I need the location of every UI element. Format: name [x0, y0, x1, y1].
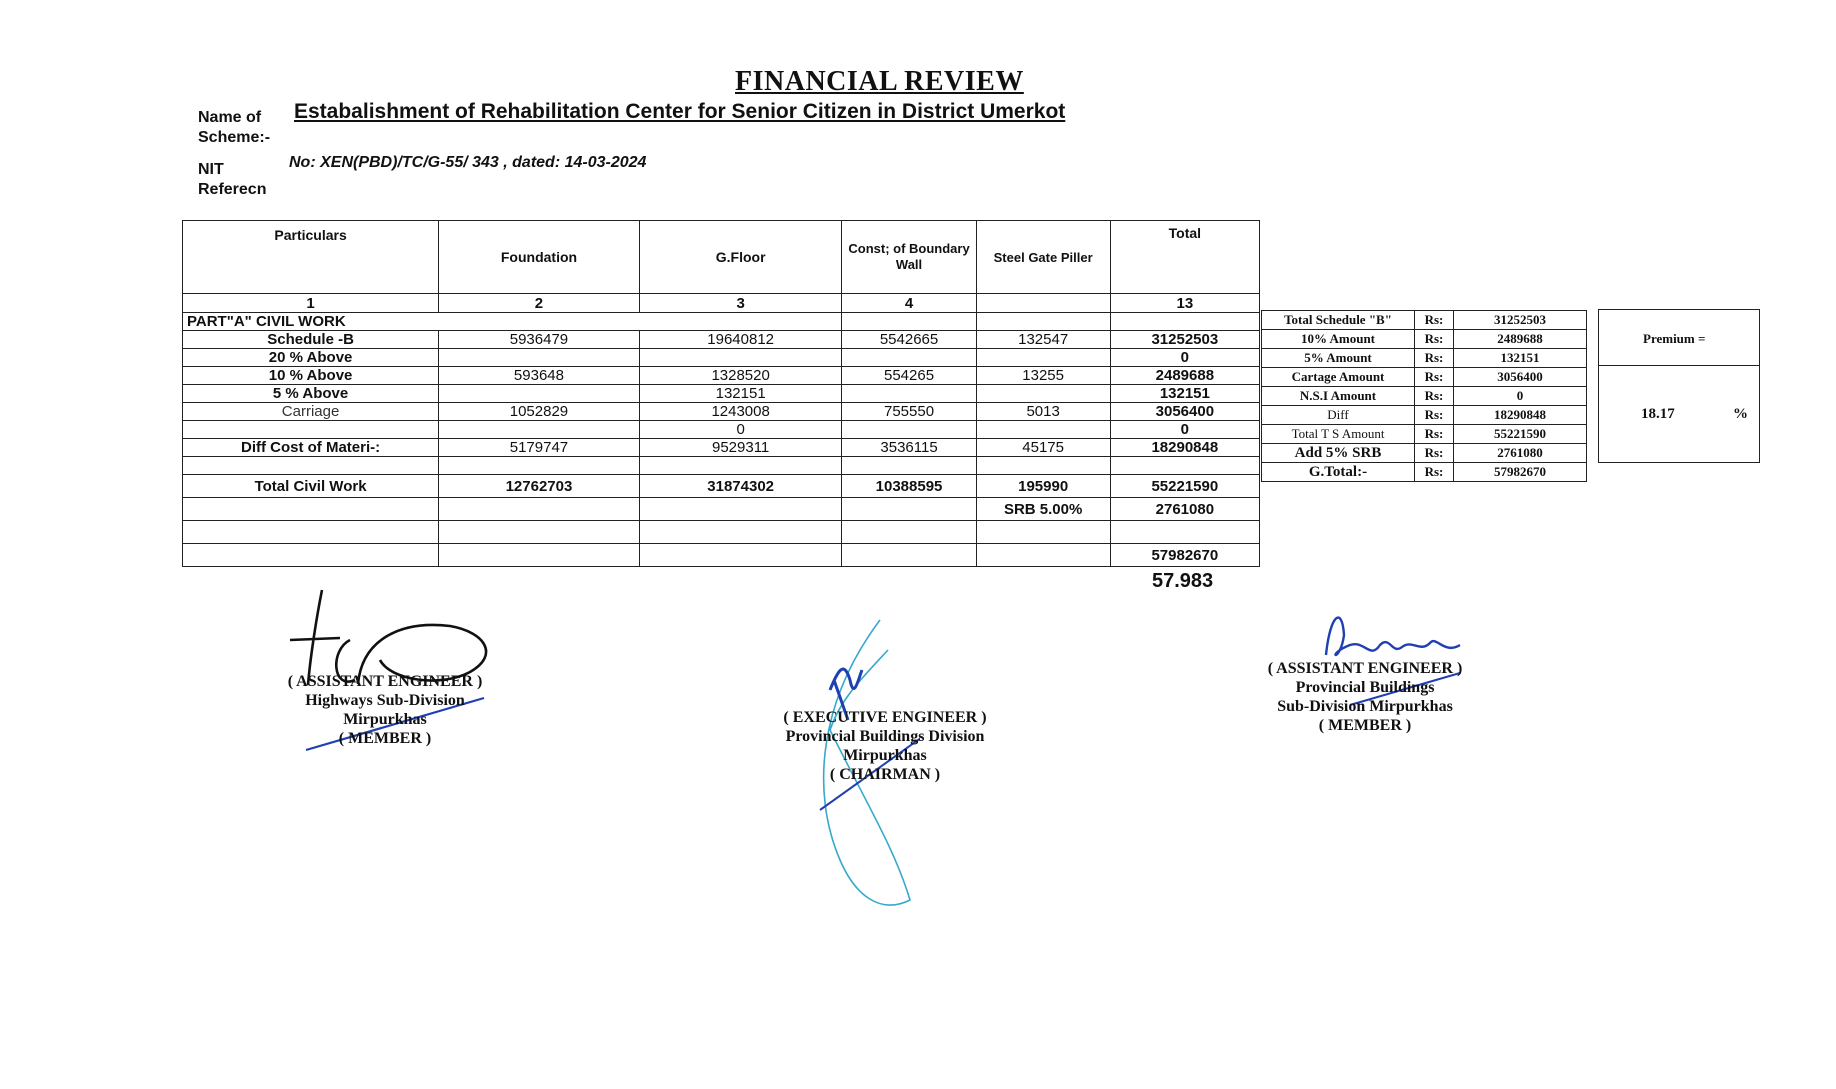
- summary-row: [1262, 387, 1587, 406]
- srb-label: SRB 5.00%: [976, 498, 1110, 521]
- table-row: [183, 367, 1260, 385]
- cell-gfloor: 1243008: [639, 403, 842, 421]
- summary-rs: Rs:: [1415, 387, 1454, 406]
- srb-row: [183, 498, 1260, 521]
- empty-cell: [976, 544, 1110, 567]
- summary-value: 57982670: [1454, 463, 1587, 482]
- cell-steel-gate: [976, 421, 1110, 439]
- empty-cell: [439, 498, 640, 521]
- summary-label: 5% Amount: [1262, 349, 1415, 368]
- signatory-place: Mirpurkhas: [343, 711, 427, 728]
- row-particular: [183, 421, 439, 439]
- cell-foundation: 1052829: [439, 403, 640, 421]
- summary-rs: Rs:: [1415, 463, 1454, 482]
- empty-cell: [976, 521, 1110, 544]
- empty-cell: [639, 544, 842, 567]
- signatory-position: ( CHAIRMAN ): [829, 766, 941, 783]
- table-row: [183, 457, 1260, 475]
- empty-cell: [439, 521, 640, 544]
- signatory-office: Provincial Buildings: [1295, 679, 1435, 696]
- cell-gfloor: 31874302: [639, 475, 842, 498]
- summary-row: [1262, 444, 1587, 463]
- summary-label: Cartage Amount: [1262, 368, 1415, 387]
- summary-row: [1262, 311, 1587, 330]
- blank-row: [183, 521, 1260, 544]
- part-a-label: PART"A" CIVIL WORK: [183, 313, 842, 331]
- cell-steel-gate: 13255: [976, 367, 1110, 385]
- cell-steel-gate: 45175: [976, 439, 1110, 457]
- col-number: 2: [439, 294, 640, 313]
- cell-steel-gate: 195990: [976, 475, 1110, 498]
- premium-unit: %: [1733, 406, 1748, 422]
- summary-value: 55221590: [1454, 425, 1587, 444]
- header-particulars: Particulars: [183, 221, 439, 294]
- premium-divider: [1599, 365, 1759, 366]
- signatory-office: Highways Sub-Division: [305, 692, 465, 709]
- summary-label: Add 5% SRB: [1262, 444, 1415, 463]
- col-number: 1: [183, 294, 439, 313]
- premium-value: 18.17: [1641, 406, 1675, 422]
- cell-gfloor: 9529311: [639, 439, 842, 457]
- table-row: [183, 331, 1260, 349]
- table-row: [183, 421, 1260, 439]
- summary-row: [1262, 425, 1587, 444]
- header-foundation: Foundation: [439, 221, 640, 294]
- grand-total-row: [183, 544, 1260, 567]
- cell-steel-gate: 5013: [976, 403, 1110, 421]
- empty-cell: [842, 313, 976, 331]
- signatory-place: Mirpurkhas: [843, 747, 927, 764]
- summary-label: 10% Amount: [1262, 330, 1415, 349]
- total-in-millions: 57.983: [1152, 570, 1214, 592]
- row-particular: 5 % Above: [183, 385, 439, 403]
- table-row: [183, 403, 1260, 421]
- scheme-label-line-2: Scheme:-: [198, 129, 271, 146]
- row-particular: 20 % Above: [183, 349, 439, 367]
- empty-cell: [183, 521, 439, 544]
- cell-foundation: [439, 349, 640, 367]
- empty-cell: [842, 521, 976, 544]
- cell-total: 31252503: [1110, 331, 1259, 349]
- header-total: Total: [1110, 221, 1259, 294]
- signatory-position: ( MEMBER ): [1318, 717, 1412, 734]
- signatory-office: Provincial Buildings Division: [785, 728, 985, 745]
- cell-total: [1110, 457, 1259, 475]
- summary-value: 31252503: [1454, 311, 1587, 330]
- cell-total: 55221590: [1110, 475, 1259, 498]
- cell-total: 0: [1110, 349, 1259, 367]
- cell-gfloor: 0: [639, 421, 842, 439]
- header-gfloor: G.Floor: [639, 221, 842, 294]
- table-row: [183, 439, 1260, 457]
- cell-total: 132151: [1110, 385, 1259, 403]
- cell-gfloor: 19640812: [639, 331, 842, 349]
- cell-boundary-wall: 10388595: [842, 475, 976, 498]
- table-header-row: [183, 221, 1260, 294]
- signatory-position: ( MEMBER ): [338, 730, 432, 747]
- cell-foundation: [439, 457, 640, 475]
- scheme-label-line-1: Name of: [198, 109, 262, 126]
- cell-gfloor: 132151: [639, 385, 842, 403]
- summary-rs: Rs:: [1415, 406, 1454, 425]
- summary-rs: Rs:: [1415, 311, 1454, 330]
- cell-steel-gate: [976, 349, 1110, 367]
- signatory-center: [740, 708, 1030, 784]
- summary-value: 3056400: [1454, 368, 1587, 387]
- part-a-row: [183, 313, 1260, 331]
- summary-value: 0: [1454, 387, 1587, 406]
- scheme-label: [198, 108, 270, 148]
- cell-foundation: 5179747: [439, 439, 640, 457]
- summary-label: Total T S Amount: [1262, 425, 1415, 444]
- header-steel-gate: Steel Gate Piller: [976, 221, 1110, 294]
- srb-value: 2761080: [1110, 498, 1259, 521]
- cell-steel-gate: [976, 457, 1110, 475]
- summary-row: [1262, 406, 1587, 425]
- column-number-row: [183, 294, 1260, 313]
- cell-boundary-wall: [842, 421, 976, 439]
- signatory-left: [260, 672, 510, 748]
- cell-gfloor: [639, 349, 842, 367]
- signatory-role: ( ASSISTANT ENGINEER ): [287, 673, 483, 690]
- summary-label: Total Schedule "B": [1262, 311, 1415, 330]
- cell-boundary-wall: [842, 349, 976, 367]
- premium-label: Premium =: [1643, 331, 1706, 346]
- row-particular: Total Civil Work: [183, 475, 439, 498]
- cell-gfloor: [639, 457, 842, 475]
- summary-row: [1262, 349, 1587, 368]
- row-particular: [183, 457, 439, 475]
- cell-total: 3056400: [1110, 403, 1259, 421]
- summary-value: 132151: [1454, 349, 1587, 368]
- signatory-place: Sub-Division Mirpurkhas: [1277, 698, 1453, 715]
- empty-cell: [842, 544, 976, 567]
- cell-boundary-wall: 755550: [842, 403, 976, 421]
- col-number: 3: [639, 294, 842, 313]
- col-number: 13: [1110, 294, 1259, 313]
- signatory-right: [1240, 659, 1490, 735]
- cell-foundation: [439, 385, 640, 403]
- summary-value: 18290848: [1454, 406, 1587, 425]
- summary-row: [1262, 330, 1587, 349]
- nit-label-line-1: NIT: [198, 161, 224, 178]
- row-particular: Carriage: [183, 403, 439, 421]
- summary-label: N.S.I Amount: [1262, 387, 1415, 406]
- cell-foundation: 12762703: [439, 475, 640, 498]
- cell-steel-gate: 132547: [976, 331, 1110, 349]
- summary-row: [1262, 368, 1587, 387]
- cell-boundary-wall: 5542665: [842, 331, 976, 349]
- financial-table: [182, 220, 1260, 567]
- summary-table: [1261, 310, 1587, 482]
- row-particular: 10 % Above: [183, 367, 439, 385]
- empty-cell: [183, 498, 439, 521]
- empty-cell: [842, 498, 976, 521]
- empty-cell: [639, 498, 842, 521]
- col-number: 4: [842, 294, 976, 313]
- nit-label-line-2: Referecn: [198, 181, 267, 198]
- summary-value: 2761080: [1454, 444, 1587, 463]
- cell-total: 0: [1110, 421, 1259, 439]
- nit-label: [198, 160, 266, 200]
- cell-foundation: [439, 421, 640, 439]
- empty-cell: [1110, 313, 1259, 331]
- summary-value: 2489688: [1454, 330, 1587, 349]
- signatory-role: ( ASSISTANT ENGINEER ): [1267, 660, 1463, 677]
- empty-cell: [1110, 521, 1259, 544]
- cell-total: 18290848: [1110, 439, 1259, 457]
- empty-cell: [439, 544, 640, 567]
- summary-rs: Rs:: [1415, 425, 1454, 444]
- premium-box: [1598, 309, 1760, 463]
- cell-boundary-wall: [842, 457, 976, 475]
- cell-steel-gate: [976, 385, 1110, 403]
- header-boundary-wall: Const; of Boundary Wall: [842, 221, 976, 294]
- summary-label: Diff: [1262, 406, 1415, 425]
- scheme-name: Estabalishment of Rehabilitation Center for Senior Citizen in District Umerkot: [294, 100, 1066, 123]
- summary-rs: Rs:: [1415, 330, 1454, 349]
- row-particular: Schedule -B: [183, 331, 439, 349]
- empty-cell: [639, 521, 842, 544]
- summary-rs: Rs:: [1415, 368, 1454, 387]
- document-title: FINANCIAL REVIEW: [735, 66, 1024, 97]
- cell-boundary-wall: [842, 385, 976, 403]
- col-number: [976, 294, 1110, 313]
- cell-boundary-wall: 554265: [842, 367, 976, 385]
- nit-reference: No: XEN(PBD)/TC/G-55/ 343 , dated: 14-03-2024: [289, 154, 647, 171]
- grand-total-value: 57982670: [1110, 544, 1259, 567]
- table-row: [183, 385, 1260, 403]
- summary-rs: Rs:: [1415, 349, 1454, 368]
- cell-foundation: 5936479: [439, 331, 640, 349]
- table-row: [183, 349, 1260, 367]
- cell-foundation: 593648: [439, 367, 640, 385]
- empty-cell: [183, 544, 439, 567]
- row-particular: Diff Cost of Materi-:: [183, 439, 439, 457]
- total-civil-work-row: [183, 475, 1260, 498]
- cell-total: 2489688: [1110, 367, 1259, 385]
- cell-gfloor: 1328520: [639, 367, 842, 385]
- summary-row: [1262, 463, 1587, 482]
- summary-label: G.Total:-: [1262, 463, 1415, 482]
- cell-boundary-wall: 3536115: [842, 439, 976, 457]
- summary-rs: Rs:: [1415, 444, 1454, 463]
- empty-cell: [976, 313, 1110, 331]
- signatory-role: ( EXECUTIVE ENGINEER ): [783, 709, 987, 726]
